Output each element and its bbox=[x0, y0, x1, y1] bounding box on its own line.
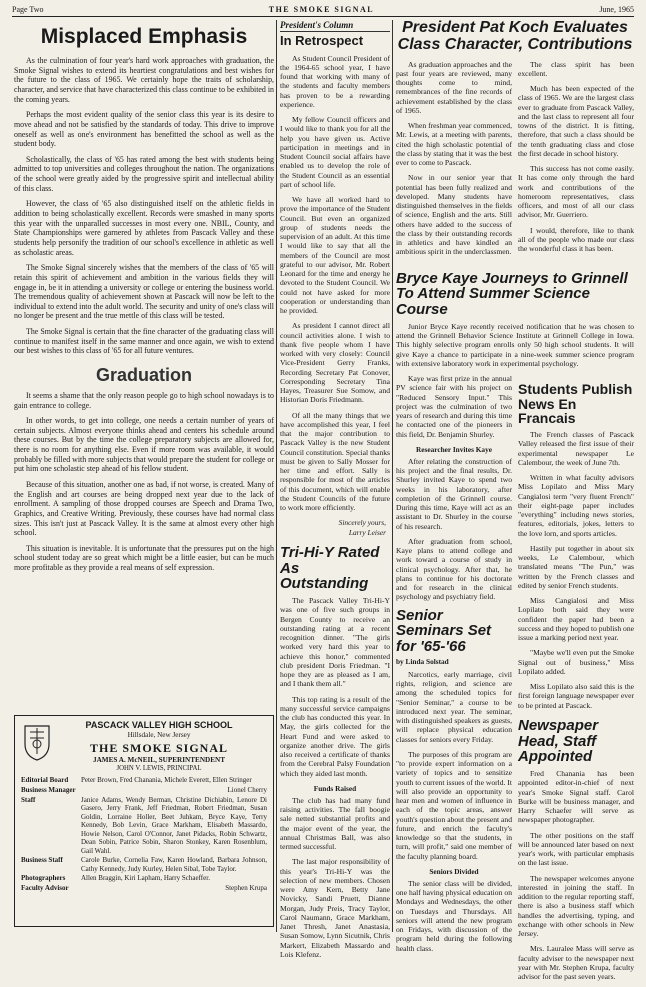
paragraph: Of all the many things that we have accomplished this year, I feel that the major contribution to Pascack Valley is the new Student Council constitution. Special thanks must be given to Sally Mosser for her time and effort. Sally is responsible for most of the articles of this document, which will enable the Student Councils of the future to work more efficiently. bbox=[280, 410, 390, 513]
paragraph: The senior class will be divided, one half having physical education on Mondays and Wednesdays, the other on Tuesdays and Thursdays. All seniors will attend the new program on Fridays, with discussion of the program held during the following health class. bbox=[396, 878, 512, 953]
seminars-headline: Senior Seminars Set for '65-'66 bbox=[396, 606, 492, 656]
lower-columns bbox=[396, 374, 634, 987]
paragraph: However, the class of '65 also distinguished itself on the athletic fields in addition to being scholastically excellent. Records were smashed in many sports this year with the unparalled successes in most every one. NBIL, County, and State Championships were garnered by athletes from Pascack Valley and these students help personify the tradition of our school's excellence in athletic as well as scholastic areas. bbox=[14, 199, 274, 257]
staff-label: Staff bbox=[21, 795, 36, 804]
french-headline: Students Publish News En Francais bbox=[518, 381, 633, 427]
subheading: Seniors Divided bbox=[429, 866, 479, 876]
staff-names: Allen Braggin, Kiri Lapham, Harry Schaeffer. bbox=[81, 874, 210, 883]
column-rule bbox=[276, 20, 277, 932]
masthead-box bbox=[14, 715, 274, 927]
paragraph: The Smoke Signal sincerely wishes that the members of the class of '65 will retain this spirit of achievement and ambition in the various fields they will engage in, be it in attending a university or college or entering the business world. The tremendous quality of achievement shown at Pascack will now be left to the individual to extend into the adult world. The security and unity of one's class will no longer be present and the true mettle of this class will be tested. bbox=[14, 263, 274, 321]
subheading: Funds Raised bbox=[313, 783, 357, 793]
paragraph: As president I cannot direct all council activities alone. I wish to thank five people whom I have worked with very closely: Council Vice-President Gerry Franks, Recording Secretary Pat Conover, Corresponding Secretary Tina Hayes, Treasurer Sue Somow, and Historian Doris Friedmann. bbox=[280, 321, 390, 405]
paragraph: Hastily put together in about six weeks, Le Calembour, which translated means "The Pun," was written by the French classes and edited by senior French students. bbox=[518, 543, 634, 590]
paragraph: The class spirit has been excellent. bbox=[518, 59, 634, 78]
masthead-paper-name: THE SMOKE SIGNAL bbox=[89, 740, 229, 755]
kaye-headline: Bryce Kaye Journeys to Grinnell To Attend Summer Science Course bbox=[396, 269, 628, 319]
page-header bbox=[12, 3, 634, 17]
koch-headline: President Pat Koch Evaluates Class Character, Contributions bbox=[397, 19, 633, 53]
paragraph: Much has been expected of the class of 1965. We are the largest class ever to graduate from Pascack Valley, and the last class to represent all four towns of the district. It is fitting, therefore, that such a class should be the tenth graduating class and close the first decade in school history. bbox=[518, 84, 634, 158]
byline: by Linda Solstad bbox=[396, 656, 449, 666]
staff-row bbox=[21, 786, 267, 795]
school-name: PASCACK VALLEY HIGH SCHOOL bbox=[85, 720, 233, 730]
paragraph: As Student Council President of the 1964-65 school year, I have found that working with many of the students and faculty members has proven to be a rewarding experience. bbox=[280, 53, 390, 109]
paragraph: The club has had many fund raising activities. The fall boogie sale netted substantial profits and the major event of the year, the annual Christmas Ball, was also termed successful. bbox=[280, 795, 390, 852]
graduation-headline: Graduation bbox=[95, 364, 192, 385]
koch-article bbox=[396, 60, 634, 263]
paragraph: Kaye was first prize in the annual PV science fair with his project on "Reduced Sensory Input." This project was the culmination of two years of research and during this time he contacted one of the pioneers in this field, Dr. Benjamin Shurley. bbox=[396, 374, 512, 439]
paragraph: The last major responsibility of this year's Tri-Hi-Y was the selection of new members. Chosen were Amy Kern, Betty Jane Novicky, Sandi Pruett, Dianne Morgan, Judy Preis, Tracy Taylor, Carol Naumann, Grace Markham, Janet Thresh, Janet Anastasia, Susan Somow, Lynn Sicutnik, Chris Markert, Elizabeth Massardo and Lois Klefenz. bbox=[280, 857, 390, 959]
staff-names: Janice Adams, Wendy Berman, Christine Dichiabin, Lenore Di Gasero, Jerry Frank, Jeff Friedman, Robert Friedman, Susan Goldin, Lorraine Holler, Beet Juhkam, Bryce Kaye, Terry Kennedy, Bob Levin, Grace Markham, Elisabeth Massardo, Howie Nelson, Carol O'Connor, Janet Pidacks, Robin Schwartz, Dean Sobin, Patrice Sobin, Sharon Stonkey, Karen Rosenblum, Gail Wahl. bbox=[81, 795, 267, 855]
column-news bbox=[396, 19, 634, 982]
author: Larry Leiser bbox=[348, 527, 386, 537]
paragraph: My fellow Council officers and I would like to thank you for all the help you have given us. Active participation in meetings and in Student Council social affairs have enabled us to develop the role of the Student Council as an essential part of school life. bbox=[280, 115, 390, 189]
staff-label: Editorial Board bbox=[21, 776, 69, 785]
paragraph: This success has not come easily. It has come only through the hard work and contributions of the homeroom representatives, class officers, and most of all our class advisor, Mr. Guerriero. bbox=[518, 164, 634, 220]
paragraph: Miss Cangialosi and Miss Lopilato both said they were confident the paper had been a success and they hoped to publish one issue a marking period next year. bbox=[518, 596, 634, 643]
staff-label: Faculty Advisor bbox=[21, 883, 69, 892]
staff-names: Peter Brown, Fred Chanania, Michele Everett, Ellen Stringer bbox=[81, 776, 252, 785]
paragraph: The newspaper welcomes anyone interested in joining the staff. In addition to the regular reporting staff, there is also a business staff which handles the advertising, typing, and exchange with other schools in New Jersey. bbox=[518, 873, 634, 939]
paragraph: This situation is inevitable. It is unfortunate that the pressures put on the high school student today are so great which might be a little easier, but can be much more profitable as they provide a real means of self expression. bbox=[14, 543, 274, 573]
paragraph: The other positions on the staff will be announced later based on next year's work, with particular emphasis on the last issue. bbox=[518, 830, 634, 868]
paragraph: Mrs. Lauralee Mass will serve as faculty adviser to the newspaper next year with Mr. Stephen Krupa, faculty advisor for the past seven years. bbox=[518, 944, 634, 982]
paragraph: The Pascack Valley Tri-Hi-Y was one of five such groups in Bergen County to receive an outstanding rating at a recent recognition dinner. "The girls worked very hard this year to achieve this honor," commented club president Doris Friedman. "I hope they are as pleased as I am, and I thank them all." bbox=[280, 596, 390, 689]
school-location: Hillsdale, New Jersey bbox=[127, 730, 191, 739]
staff-names: Carole Burke, Cornelia Faw, Karen Howland, Barbara Johnson, Cathy Kennedy, Judy Kurley, Helen Sibal, Tobe Taylor. bbox=[81, 856, 267, 873]
paragraph: I would, therefore, like to thank all of the people who made our class the wonderful class it has been. bbox=[518, 225, 634, 254]
paragraph: In other words, to get into college, one needs a certain number of years of certain subjects. Almost everyone thinks ahead and centers his schedule around these courses. But by the time the college preparatory subjects are allowed for, there is no room for anything else. Even if more room was available, it would probably be filled with more subjects that would prepare the student for college or put him one scholastic step ahead of his fellow student. bbox=[14, 416, 274, 474]
paragraph: After graduation from school, Kaye plans to attend college and work toward a course of study in clinical psychology. After that, he plans to continue for his doctorate and for research in the clinical psychology and psychiatry field. bbox=[396, 536, 512, 602]
paragraph: We have all worked hard to prove the importance of the Student Council. But even an organized group of students needs the supervision of an adult. At this time I would like to say that all the members of the Council are most grateful to our advisor, Mr. Robert Leonard for the time and energy he devoted to the Student Council. We could not have asked for more cooperation or understanding than he provided. bbox=[280, 195, 390, 316]
staff-names: Stephen Krupa bbox=[225, 883, 267, 892]
paragraph: Because of this situation, another one as bad, if not worse, is created. Many of the English and art courses are being dropped next year due to the lack of enrollment. A sampling of those dropped courses are Speech and Drama Two, Graphics, and Creative Writing. Previously, these courses have had normal class sizes. This isn't just at Pascack Valley. It is the same at almost every other high school. bbox=[14, 480, 274, 538]
misplaced-emphasis-headline: Misplaced Emphasis bbox=[40, 25, 248, 48]
paragraph: Miss Lopilato also said this is the first foreign language newspaper ever to be printed at Pascack. bbox=[518, 682, 634, 710]
staff-label: Business Staff bbox=[21, 856, 63, 865]
principal: JOHN V. LEWIS, PRINCIPAL bbox=[116, 765, 202, 773]
paragraph: "Maybe we'll even put the Smoke Signal out of business," Miss Lopilato added. bbox=[518, 648, 634, 676]
staff-row bbox=[21, 796, 267, 856]
paragraph: Written in what faculty advisors Miss Lopilato and Miss Mary Cangialosi term "very fluent French" their eight-page paper includes "everything" including news stories, features, editorials, jokes, letters to the love lorn, and sports articles. bbox=[518, 473, 634, 538]
paragraph: When freshman year commenced, Mr. Lewis, at a meeting with parents, cited the high scholastic potential of the class by stating that it was the best ever to come to Pascack. bbox=[396, 121, 512, 168]
staff-row bbox=[21, 874, 267, 883]
retrospect-headline: In Retrospect bbox=[280, 33, 364, 48]
paragraph: After relating the construction of his project and the final results, Dr. Shurley invited Kaye to spend two weeks in his laboratory, after completion of the Grinnell course. During this time, Kaye will act as an assistant to Dr. Shurley in the course of his research. bbox=[396, 456, 512, 531]
column-president bbox=[280, 20, 390, 959]
paragraph: It seems a shame that the only reason people go to high school nowadays is to gain entrance to college. bbox=[14, 390, 274, 410]
signature bbox=[284, 518, 386, 537]
staff-row bbox=[21, 776, 267, 785]
paper-name: THE SMOKE SIGNAL bbox=[268, 5, 375, 14]
issue-date: June, 1965 bbox=[599, 5, 634, 14]
subheading: Researcher Invites Kaye bbox=[416, 444, 492, 454]
paragraph: As the culmination of four year's hard work approaches with graduation, the Smoke Signal wishes to extend its heartiest congratulations and best wishes for the future to the class of 1965. We certainly hope the traits of scholarship, character, and service that have characterized this class continue to be exhibited in the coming years. bbox=[14, 56, 274, 104]
staff-label: Business Manager bbox=[21, 785, 76, 794]
trihy-headline: Tri-Hi-Y Rated As Outstanding bbox=[280, 543, 380, 593]
paragraph: The Smoke Signal is certain that the fine character of the graduating class will continue to manifest itself in the same manner and once again, we wish to extend our best wishes to this class of '65 for all future ventures. bbox=[14, 327, 274, 356]
paragraph: Scholastically, the class of '65 has rated among the best with students being admitted to top universities and colleges throughout the nation. The organizations of the school were greatly aided by the progressive spirit and intellectual ability of this class. bbox=[14, 154, 274, 193]
paragraph: Now in our senior year that potential has been fully realized and developed. Many students have distinguished themselves in the fields of science, English and the arts. Still others have added to the success of the class by their outstanding records in athletics and have kindled an ambitious spirit in the underclassmen. bbox=[396, 173, 512, 257]
page-number: Page Two bbox=[12, 5, 44, 14]
closing: Sincerely yours, bbox=[338, 518, 386, 528]
column-kicker: President's Column bbox=[280, 20, 390, 32]
paragraph: Narcotics, early marriage, civil rights, religion, and science are among the scheduled topics for "Senior Seminar," a course to be introduced next year. The seminar, with distinguished speakers as guests, will replace physical education classes for seniors every Friday. bbox=[396, 669, 512, 744]
paragraph: Junior Bryce Kaye recently received notification that he was chosen to attend the Grinnell Behavior Science Institute at Grinnell College in Iowa. This highly selective program enrolls only 50 high school students. It will give Kaye a chance to participate in a nine-week summer science program with extensive laboratory work in experimental psychology. bbox=[396, 321, 634, 368]
paragraph: The purposes of this program are "to provide expert information on a variety of topics and to sensitize youth to current issues of the world. It will also provide an opportunity to hear men and women of influence in each of the topic areas, answer youth's question about the present and future, and enrich the faculty's knowledge so that the students, in turn, will profit," said one member of the faculty planning board. bbox=[396, 749, 512, 861]
paragraph: This top rating is a result of the many successful service campaigns the club has conducted this year. In May, the girls collected for the Heart Fund and were asked to organize another drive. The girls also received a certificate of thanks from the Cerebral Palsy Foundation which they aided last month. bbox=[280, 694, 390, 778]
superintendent: JAMES A. McNEIL, SUPERINTENDENT bbox=[93, 756, 225, 765]
paragraph: Perhaps the most evident quality of the senior class this year is its desire to move ahead and not be satisfied by the standards of today. This drive to improve oneself as well as one's environment has benefitted the school as well as the student body. bbox=[14, 110, 274, 149]
paragraph: Fred Chanania has been appointed editor-in-chief of next year's Smoke Signal staff. Carol Burke will be business manager, and Harry Schaefer will serve as newspaper photographer. bbox=[518, 769, 634, 825]
newspaper-head-headline: Newspaper Head, Staff Appointed bbox=[518, 716, 599, 766]
paragraph: As graduation approaches and the past four years are reviewed, many thoughts come to mind, remembrances of the fine records of achievement established by the class of 1965. bbox=[396, 59, 512, 115]
staff-row bbox=[21, 856, 267, 873]
staff-row bbox=[21, 884, 267, 893]
column-rule bbox=[392, 20, 393, 932]
staff-names: Lionel Cherry bbox=[227, 785, 267, 794]
staff-label: Photographers bbox=[21, 874, 66, 883]
paragraph: The French classes of Pascack Valley released the first issue of their experimental newspaper Le Calembour, the week of June 7th. bbox=[518, 430, 634, 467]
school-crest-icon bbox=[22, 722, 52, 762]
